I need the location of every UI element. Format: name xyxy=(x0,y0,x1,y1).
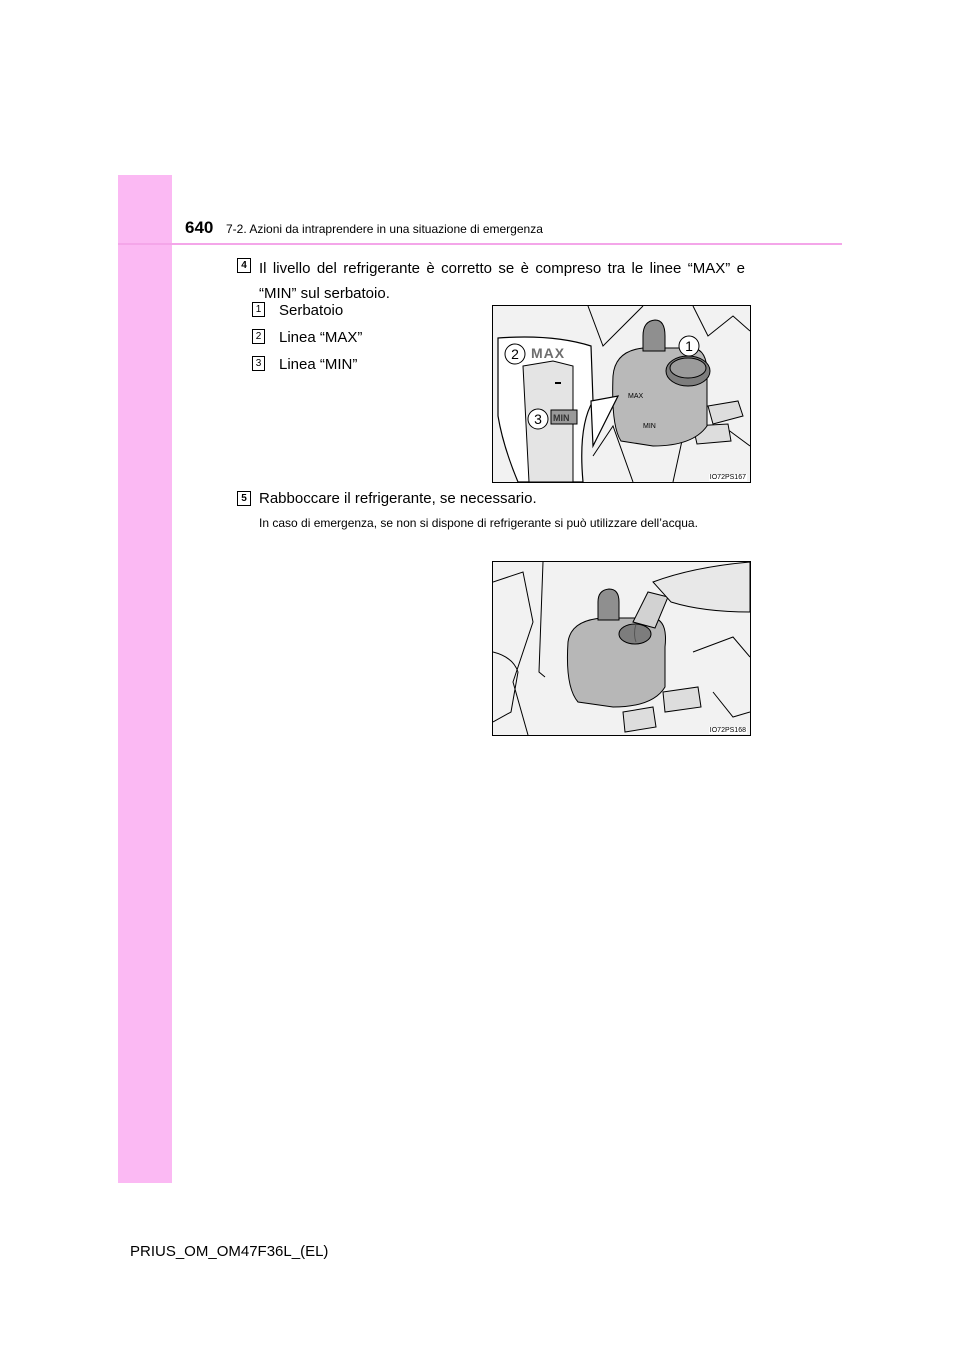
section-title: 7-2. Azioni da intraprendere in una situazione di emergenza xyxy=(226,222,543,236)
svg-text:1: 1 xyxy=(685,338,693,354)
svg-text:3: 3 xyxy=(534,411,542,427)
item-3-badge: 3 xyxy=(252,356,265,371)
step-4-text: Il livello del refrigerante è corretto se è compreso tra le linee “MAX” e “MIN” sul serbatoio. xyxy=(259,260,745,302)
side-tab-band xyxy=(118,175,172,1183)
step-5-badge: 5 xyxy=(237,491,251,506)
callout-2 xyxy=(505,344,525,364)
inset-max-mark: MAX xyxy=(531,345,566,361)
page-number: 640 xyxy=(185,218,214,237)
callout-1 xyxy=(679,336,699,356)
step-5-text: Rabboccare il refrigerante, se necessario. xyxy=(259,490,537,507)
callout-3 xyxy=(528,409,548,429)
item-1-label: Serbatoio xyxy=(279,302,344,319)
figure-code: IO72PS168 xyxy=(709,727,746,734)
reservoir-engine-drawing xyxy=(493,306,750,482)
figure-code: IO72PS167 xyxy=(709,474,746,481)
step-4-badge: 4 xyxy=(237,258,251,273)
refill-engine-drawing xyxy=(493,562,750,735)
inset-min-mark: MIN xyxy=(553,413,570,423)
tank-min-mark-small: MIN xyxy=(643,423,656,430)
step-5-note: In caso di emergenza, se non si dispone di refrigerante si può utilizzare dell’acqua. xyxy=(259,516,698,530)
item-3-label: Linea “MIN” xyxy=(279,356,358,373)
item-2-badge: 2 xyxy=(252,329,265,344)
item-1-badge: 1 xyxy=(252,302,265,317)
tank-max-mark: MAX xyxy=(628,393,644,400)
header-divider xyxy=(118,243,842,245)
refill-coolant-illustration xyxy=(492,561,751,736)
item-2-label: Linea “MAX” xyxy=(279,329,363,346)
svg-text:2: 2 xyxy=(511,346,519,362)
coolant-reservoir-illustration xyxy=(492,305,751,483)
footer-document-id: PRIUS_OM_OM47F36L_(EL) xyxy=(130,1243,329,1260)
